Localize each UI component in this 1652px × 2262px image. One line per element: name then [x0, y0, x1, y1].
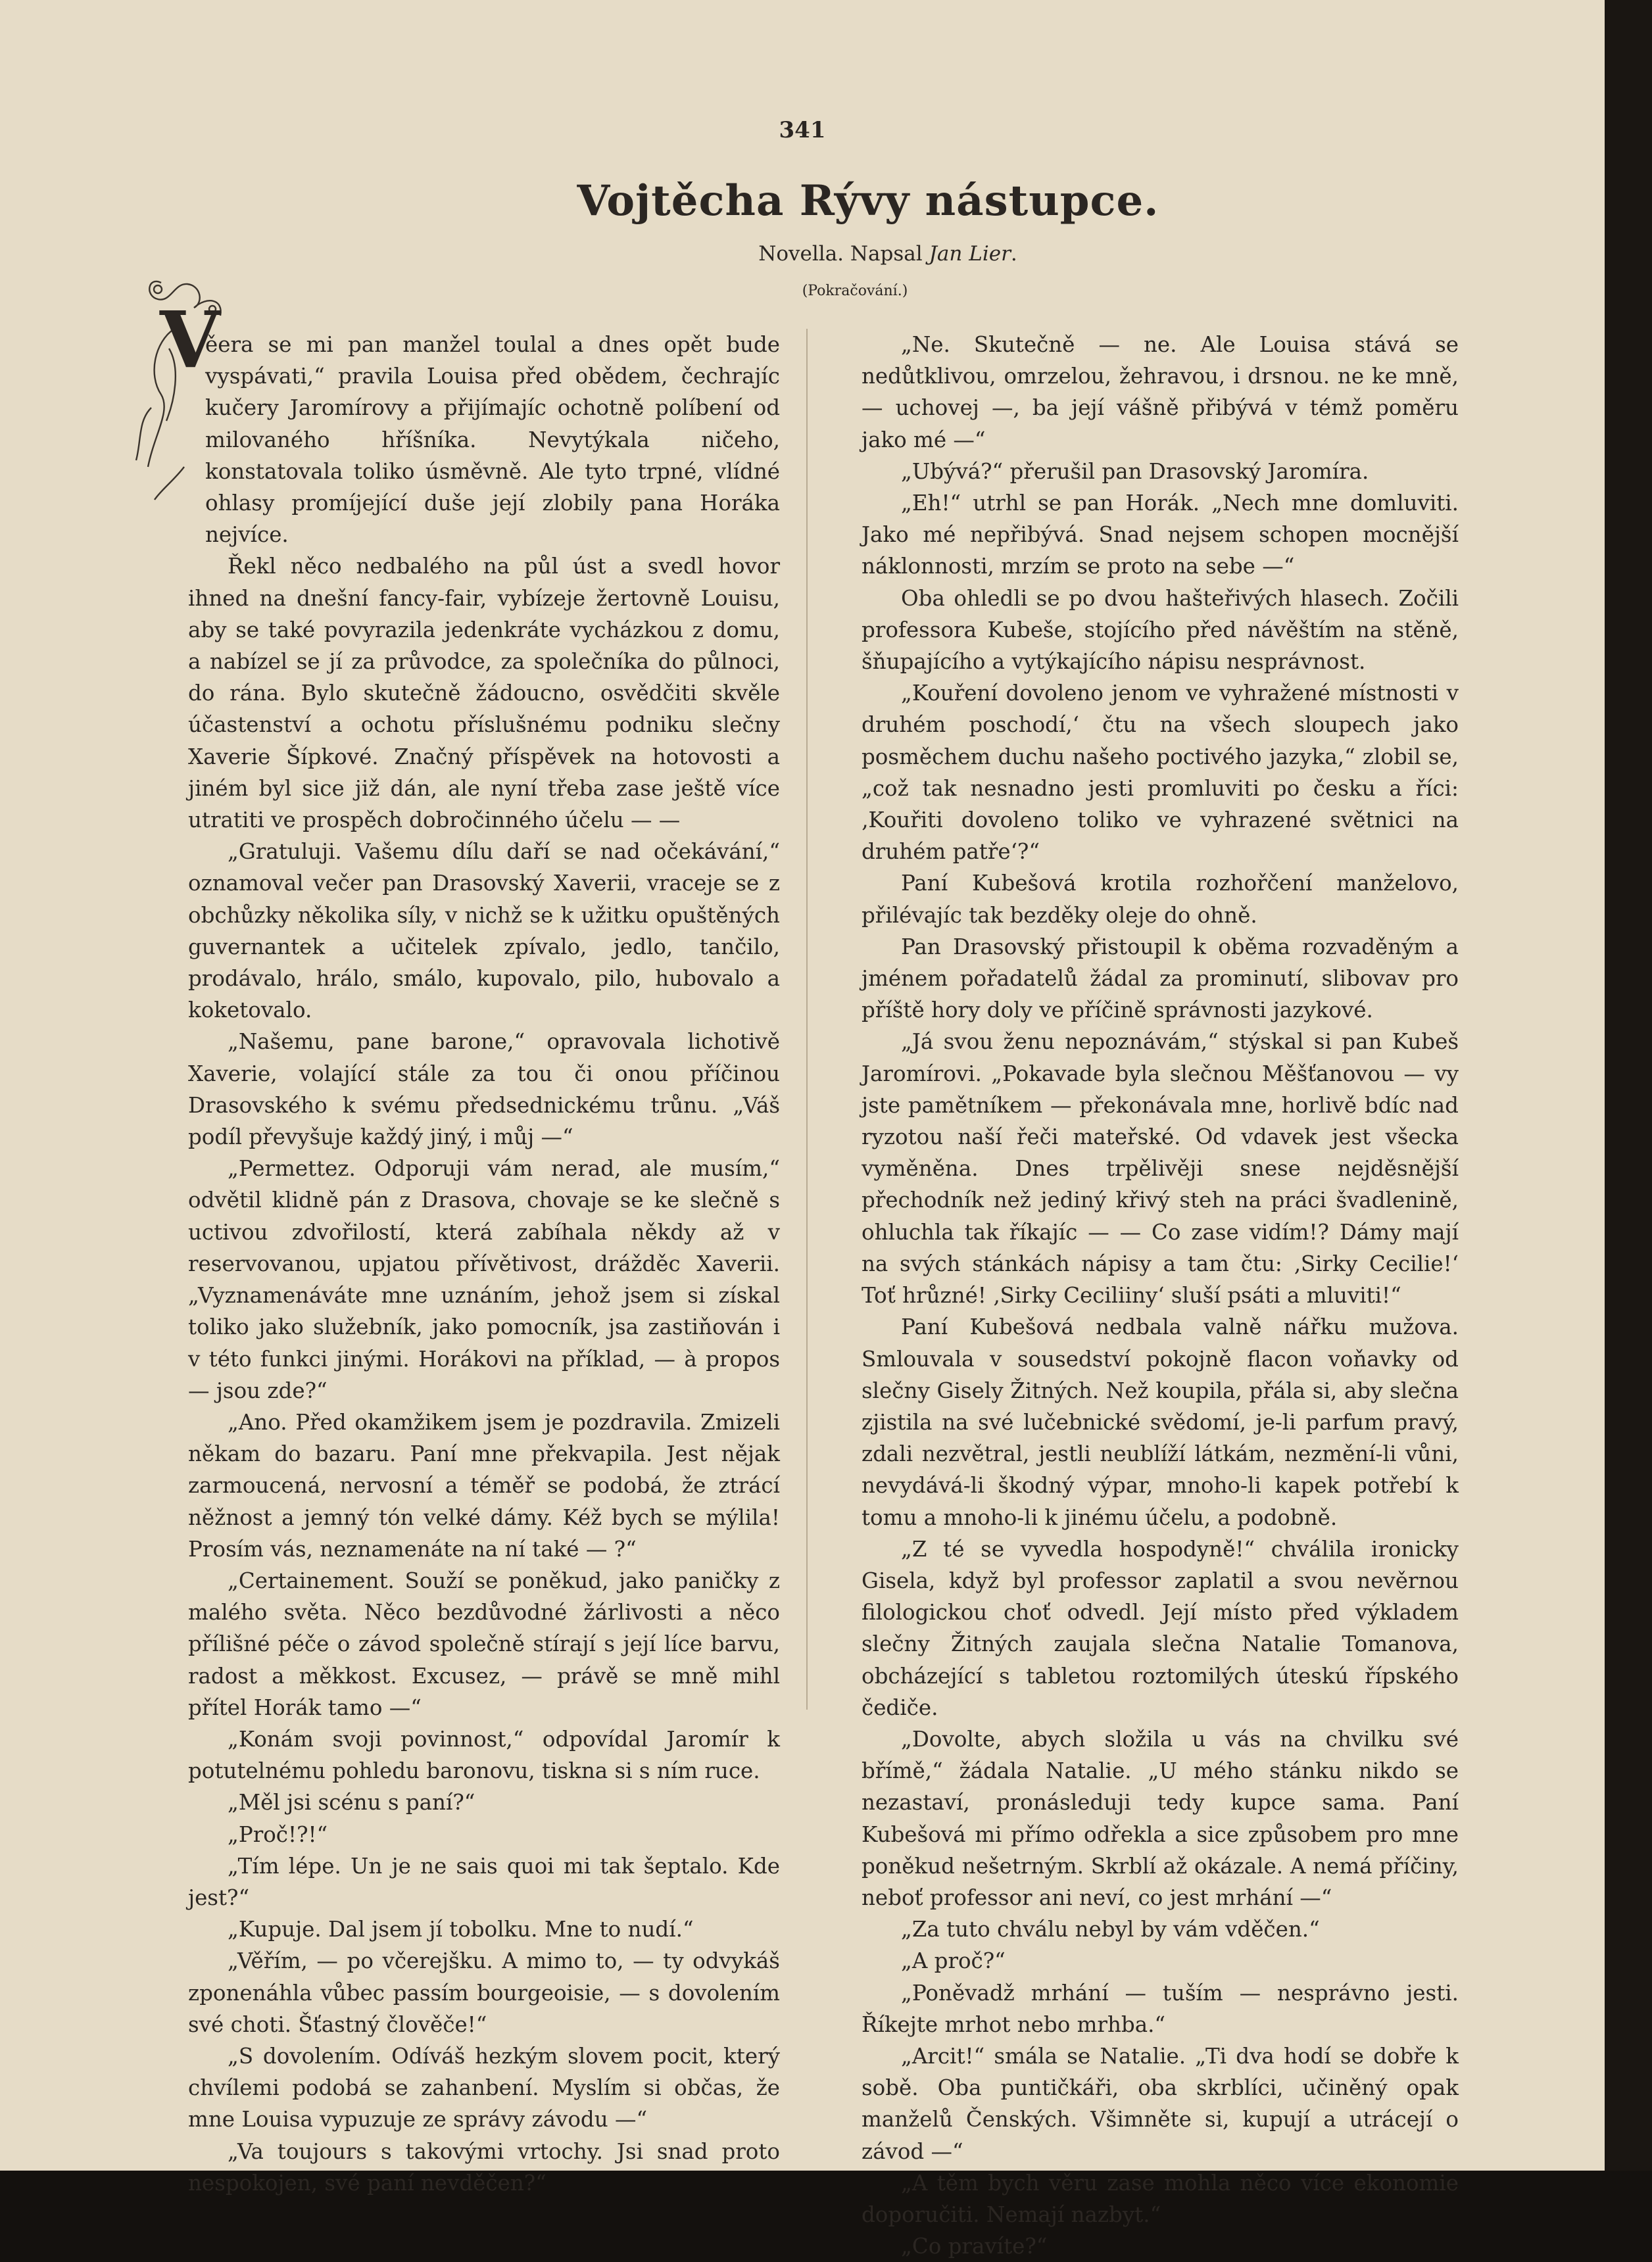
paragraph: „Věřím, — po včerejšku. A mimo to, — ty odvykáš zponenáhla vůbec passím bourgeoisie, — s dovolením své choti. Šťastný člověče!“ — [188, 1948, 780, 2037]
paragraph: Paní Kubešová nedbala valně nářku mužova. Smlouvala v sousedství pokojně flacon voňavky od slečny Gisely Žitných. Než koupila, přála si, aby slečna zjistila na své lučebnické svědomí, je-li parfum pravý, zdali nezvětral, jestli neublíží látkám, nezmění-li vůni, nevydává-li škodný výpar, mnoho-li kapek potřebí k tomu a mnoho-li k jinému účelu, a podobně. — [862, 1314, 1459, 1530]
paragraph: „Eh!“ utrhl se pan Horák. „Nech mne domluviti. Jako mé nepřibývá. Snad nejsem schopen mocnější náklonnosti, mrzím se proto na sebe —“ — [862, 491, 1459, 579]
paragraph: „Konám svoji povinnost,“ odpovídal Jaromír k potutelnému pohledu baronovu, tiskna si s ním ruce. — [188, 1726, 780, 1784]
paragraph: „Ano. Před okamžikem jsem je pozdravila. Zmizeli někam do bazaru. Paní mne překvapila. Jest nějak zarmoucená, nervosní a téměř se podobá, že ztrácí něžnost a jemný tón velké dámy. Kéž bych se mýlila! Prosím vás, neznamenáte na ní také — ?“ — [188, 1409, 780, 1562]
paragraph: „Poněvadž mrhání — tuším — nesprávno jesti. Říkejte mrhot nebo mrhba.“ — [862, 1980, 1459, 2037]
paragraph: „A proč?“ — [901, 1948, 1006, 1974]
paragraph: „Kupuje. Dal jsem jí tobolku. Mne to nudí.“ — [228, 1917, 694, 1942]
paragraph: „Va toujours s takovými vrtochy. Jsi snad proto nespokojen, své paní nevděčen?“ — [188, 2138, 780, 2196]
paragraph: „Ubývá?“ přerušil pan Drasovský Jaromíra. — [901, 458, 1369, 484]
page-edge-shadow — [1605, 0, 1652, 2171]
chapter-title: Vojtěcha Rývy nástupce. — [577, 176, 1159, 226]
paragraph: Paní Kubešová krotila rozhořčení manželovo, přilévajíc tak bezděky oleje do ohně. — [862, 871, 1459, 928]
text-column-right — [862, 329, 1459, 2262]
paragraph: „S dovolením. Odíváš hezkým slovem pocit, který chvílemi podobá se zahanbení. Myslím si občas, že mne Louisa vypuzuje ze správy závodu —“ — [188, 2043, 780, 2132]
paragraph: „Dovolte, abych složila u vás na chvilku své břímě,“ žádala Natalie. „U mého stánku nikdo se nezastaví, pronásleduji tedy kupce sama. Paní Kubešová mi přímo odřekla a sice způsobem pro mne poněkud nešetrným. Skrblí až okázale. A nemá příčiny, neboť professor ani neví, co jest mrhání —“ — [862, 1726, 1459, 1910]
text-column-left — [188, 329, 780, 2199]
page-number: 341 — [779, 117, 826, 143]
continuation-note: (Pokračování.) — [802, 283, 908, 299]
paragraph: „Proč!?!“ — [228, 1821, 328, 1847]
paragraph: „Arcit!“ smála se Natalie. „Ti dva hodí se dobře k sobě. Oba puntičkáři, oba skrblíci, učiněný opak manželů Čenských. Všimněte si, kupují a utrácejí o závod —“ — [862, 2043, 1459, 2164]
paragraph: Oba ohledli se po dvou hašteřivých hlasech. Zočili professora Kubeše, stojícího před návěštím na stěně, šňupajícího a vytýkajícího nápisu nesprávnost. — [862, 585, 1459, 675]
paragraph: „A těm bych věru zase mohla něco více ekonomie doporučiti. Nemají nazbyt.“ — [862, 2170, 1459, 2227]
byline-author: Jan Lier — [929, 242, 1011, 266]
drop-cap-letter: V — [160, 294, 220, 385]
paragraph: „Za tuto chválu nebyl by vám vděčen.“ — [901, 1917, 1320, 1942]
byline-suffix: . — [1010, 242, 1017, 266]
paragraph: „Ne. Skutečně — ne. Ale Louisa stává se nedůtklivou, omrzelou, žehravou, i drsnou. ne ke mně, — uchovej —, ba její vášně přibývá v témž poměru jako mé —“ — [862, 332, 1459, 452]
paragraph: ěera se mi pan manžel toulal a dnes opět bude vyspávati,“ pravila Louisa před obědem, čechrajíc kučery Jaromírovy a přijímajíc ochotně políbení od milovaného hříšníka. Nevytýkala ničeho, konstatovala toliko úsměvně. Ale tyto trpné, vlídné ohlasy promíjející duše její zlobily pana Horáka nejvíce. — [205, 332, 780, 548]
paragraph: „Permettez. Odporuji vám nerad, ale musím,“ odvětil klidně pán z Drasova, chovaje se ke slečně s uctivou zdvořilostí, která zabíhala někdy až v reservovanou, upjatou přívětivost, drážděc Xaverii. „Vyznamenáváte mne uznáním, jehož jsem si získal toliko jako služebník, jako pomocník, jsa zastiňován i v této funkci jinými. Horákovi na příklad, — à propos — jsou zde?“ — [188, 1156, 780, 1403]
paragraph: „Gratuluji. Vašemu dílu daří se nad očekávání,“ oznamoval večer pan Drasovský Xaverii, vraceje se z obchůzky několika síly, v nichž se k užitku opuštěných guvernantek a učitelek zpívalo, jedlo, tančilo, prodávalo, hrálo, smálo, kupovalo, pilo, hubovalo a koketovalo. — [188, 839, 780, 1023]
paragraph: Řekl něco nedbalého na půl úst a svedl hovor ihned na dnešní fancy-fair, vybízeje žertovně Louisu, aby se také povyrazila jedenkráte vycházkou z domu, a nabízel se jí za průvodce, za společníka do půlnoci, do rána. Bylo skutečně žádoucno, osvědčiti skvěle účastenství a ochotu příslušnému podniku slečny Xaverie Šípkové. Značný příspěvek na hotovosti a jiném byl sice již dán, ale nyní třeba zase ještě více utratiti ve prospěch dobročinného účelu — — — [188, 554, 780, 833]
byline-prefix: Novella. Napsal — [758, 242, 929, 266]
paragraph: „Já svou ženu nepoznávám,“ stýskal si pan Kubeš Jaromírovi. „Pokavade byla slečnou Měšťanovou — vy jste pamětníkem — překonávala mne, horlivě bdíc nad ryzotou naší řeči mateřské. Od vdavek jest všecka vyměněna. Dnes trpělivěji snese nejděsnější přechodník než jediný křivý steh na práci švadlenině, ohluchla tak říkajíc — — Co zase vidím!? Dámy mají na svých stánkách nápisy a tam čtu: ‚Sirky Cecilie!‘ Toť hrůzné! ‚Sirky Ceciliiny‘ sluší psáti a mluviti!“ — [862, 1029, 1459, 1309]
paragraph: „Našemu, pane barone,“ opravovala lichotivě Xaverie, volající stále za tou či onou příčinou Drasovského k svému předsednickému trůnu. „Váš podíl převyšuje každý jiný, i můj —“ — [188, 1029, 780, 1150]
paragraph: „Co pravíte?“ — [901, 2234, 1048, 2259]
byline — [592, 242, 1184, 266]
paragraph: „Z té se vyvedla hospodyně!“ chválila ironicky Gisela, když byl professor zaplatil a svou nevěrnou filologickou choť odvedl. Její místo před výkladem slečny Žitných zaujala slečna Natalie Tomanova, obcházející s tabletou roztomilých úteskú řípského čediče. — [862, 1536, 1459, 1720]
paragraph: Pan Drasovský přistoupil k oběma rozvaděným a jménem pořadatelů žádal za prominutí, slibovav pro příště hory doly ve příčině správnosti jazykové. — [862, 934, 1459, 1023]
paragraph: „Tím lépe. Un je ne sais quoi mi tak šeptalo. Kde jest?“ — [188, 1853, 780, 1910]
column-divider — [806, 329, 808, 1710]
paragraph: „Certainement. Souží se poněkud, jako paničky z malého světa. Něco bezdůvodné žárlivosti a něco přílišné péče o závod společně stírají s její líce barvu, radost a měkkost. Excusez, — právě se mně mihl přítel Horák tamo —“ — [188, 1568, 780, 1720]
paragraph: „Měl jsi scénu s paní?“ — [228, 1790, 475, 1816]
paragraph: „Kouření dovoleno jenom ve vyhražené místnosti v druhém poschodí,‘ čtu na všech sloupech jako posměchem duchu našeho poctivého jazyka,“ zlobil se, „což tak nesnadno jesti promluviti po česku a říci: ‚Kouřiti dovoleno toliko ve vyhrazené světnici na druhém patře‘?“ — [862, 681, 1459, 865]
